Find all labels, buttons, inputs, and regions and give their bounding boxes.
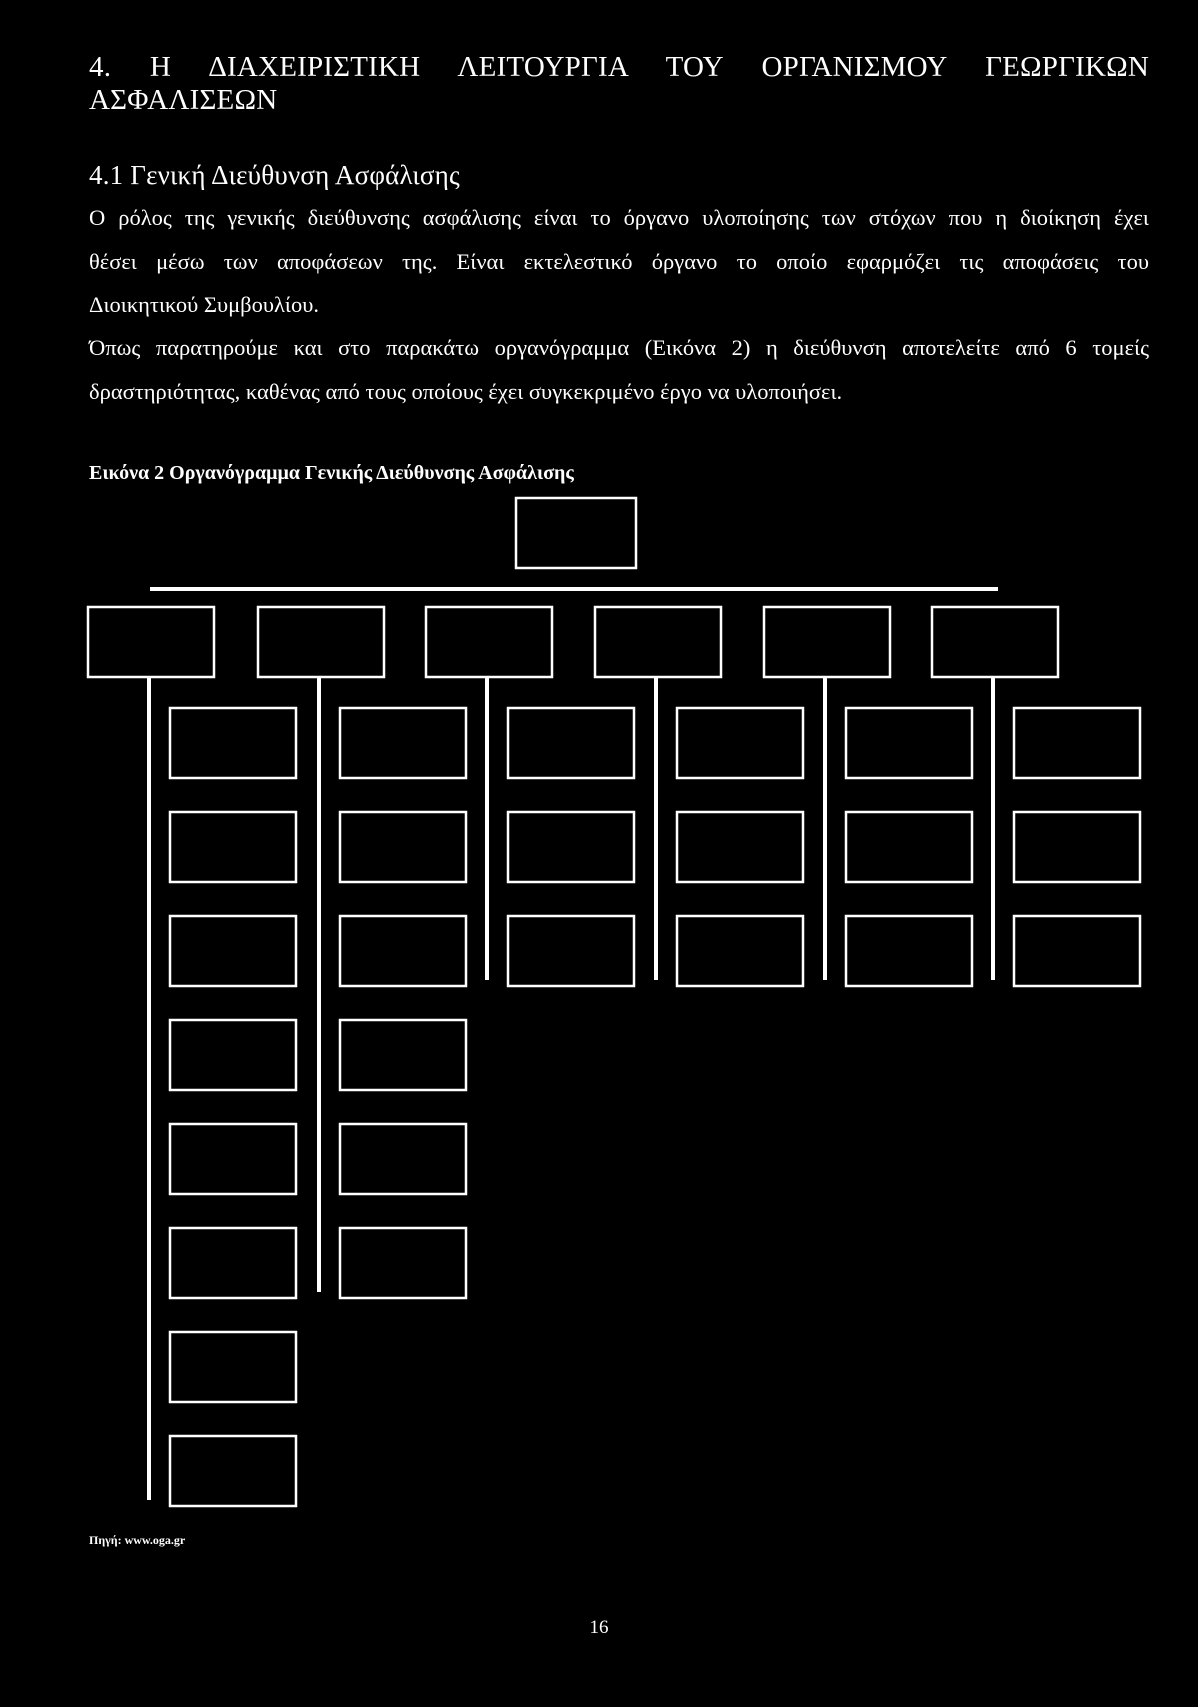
sub-unit-box: [677, 708, 803, 778]
sub-unit-box: [846, 812, 972, 882]
sub-unit-box: [677, 812, 803, 882]
sub-unit-box: [508, 812, 634, 882]
sub-unit-box: [846, 708, 972, 778]
subsection-heading: 4.1 Γενική Διεύθυνση Ασφάλισης: [89, 160, 460, 190]
sector-box: [764, 607, 890, 677]
paragraph2-line2: δραστηριότητας, καθένας από τους οποίους έχει συγκεκριμένο έργο να υλοποιήσει.: [89, 379, 843, 404]
paragraph2-line1: Όπως παρατηρούμε και στο παρακάτω οργανόγραμμα (Εικόνα 2) η διεύθυνση αποτελείτε από 6 τομείς: [89, 335, 1149, 360]
sub-unit-box: [170, 1436, 296, 1506]
sector-box: [426, 607, 552, 677]
sub-unit-box: [1014, 916, 1140, 986]
sector-box: [258, 607, 384, 677]
page-number: 16: [589, 1617, 609, 1638]
sub-unit-box: [508, 916, 634, 986]
sub-unit-box: [846, 916, 972, 986]
sub-unit-box: [508, 708, 634, 778]
sub-unit-box: [170, 812, 296, 882]
sub-unit-box: [340, 916, 466, 986]
sub-unit-box: [170, 1124, 296, 1194]
sub-unit-box: [340, 812, 466, 882]
section-heading-line1: 4. Η ΔΙΑΧΕΙΡΙΣΤΙΚΗ ΛΕΙΤΟΥΡΓΙΑ ΤΟΥ ΟΡΓΑΝΙΣΜΟΥ ΓΕΩΡΓΙΚΩΝ: [89, 51, 1149, 83]
sub-unit-box: [170, 708, 296, 778]
sub-unit-box: [170, 916, 296, 986]
sub-unit-box: [340, 1228, 466, 1298]
paragraph1-line2: θέσει μέσω των αποφάσεων της. Είναι εκτελεστικό όργανο το οποίο εφαρμόζει τις αποφάσεις του: [89, 249, 1149, 274]
paragraph1-line3: Διοικητικού Συμβουλίου.: [89, 292, 319, 317]
sub-unit-box: [1014, 708, 1140, 778]
sector-box: [932, 607, 1058, 677]
paragraph1-line1: Ο ρόλος της γενικής διεύθυνσης ασφάλισης είναι το όργανο υλοποίησης των στόχων που η διοίκηση έχει: [89, 205, 1149, 230]
section-heading-line2: ΑΣΦΑΛΙΣΕΩΝ: [89, 84, 278, 116]
sub-unit-box: [340, 1124, 466, 1194]
sub-unit-box: [1014, 812, 1140, 882]
sub-unit-box: [340, 708, 466, 778]
sub-unit-box: [677, 916, 803, 986]
sub-unit-box: [340, 1020, 466, 1090]
sector-box: [88, 607, 214, 677]
sub-unit-box: [170, 1228, 296, 1298]
sub-unit-box: [170, 1020, 296, 1090]
sub-unit-box: [170, 1332, 296, 1402]
source-note: Πηγή: www.oga.gr: [89, 1533, 186, 1547]
sector-box: [595, 607, 721, 677]
top-box: [516, 498, 636, 568]
figure-caption: Εικόνα 2 Οργανόγραμμα Γενικής Διεύθυνσης Ασφάλισης: [89, 462, 574, 484]
